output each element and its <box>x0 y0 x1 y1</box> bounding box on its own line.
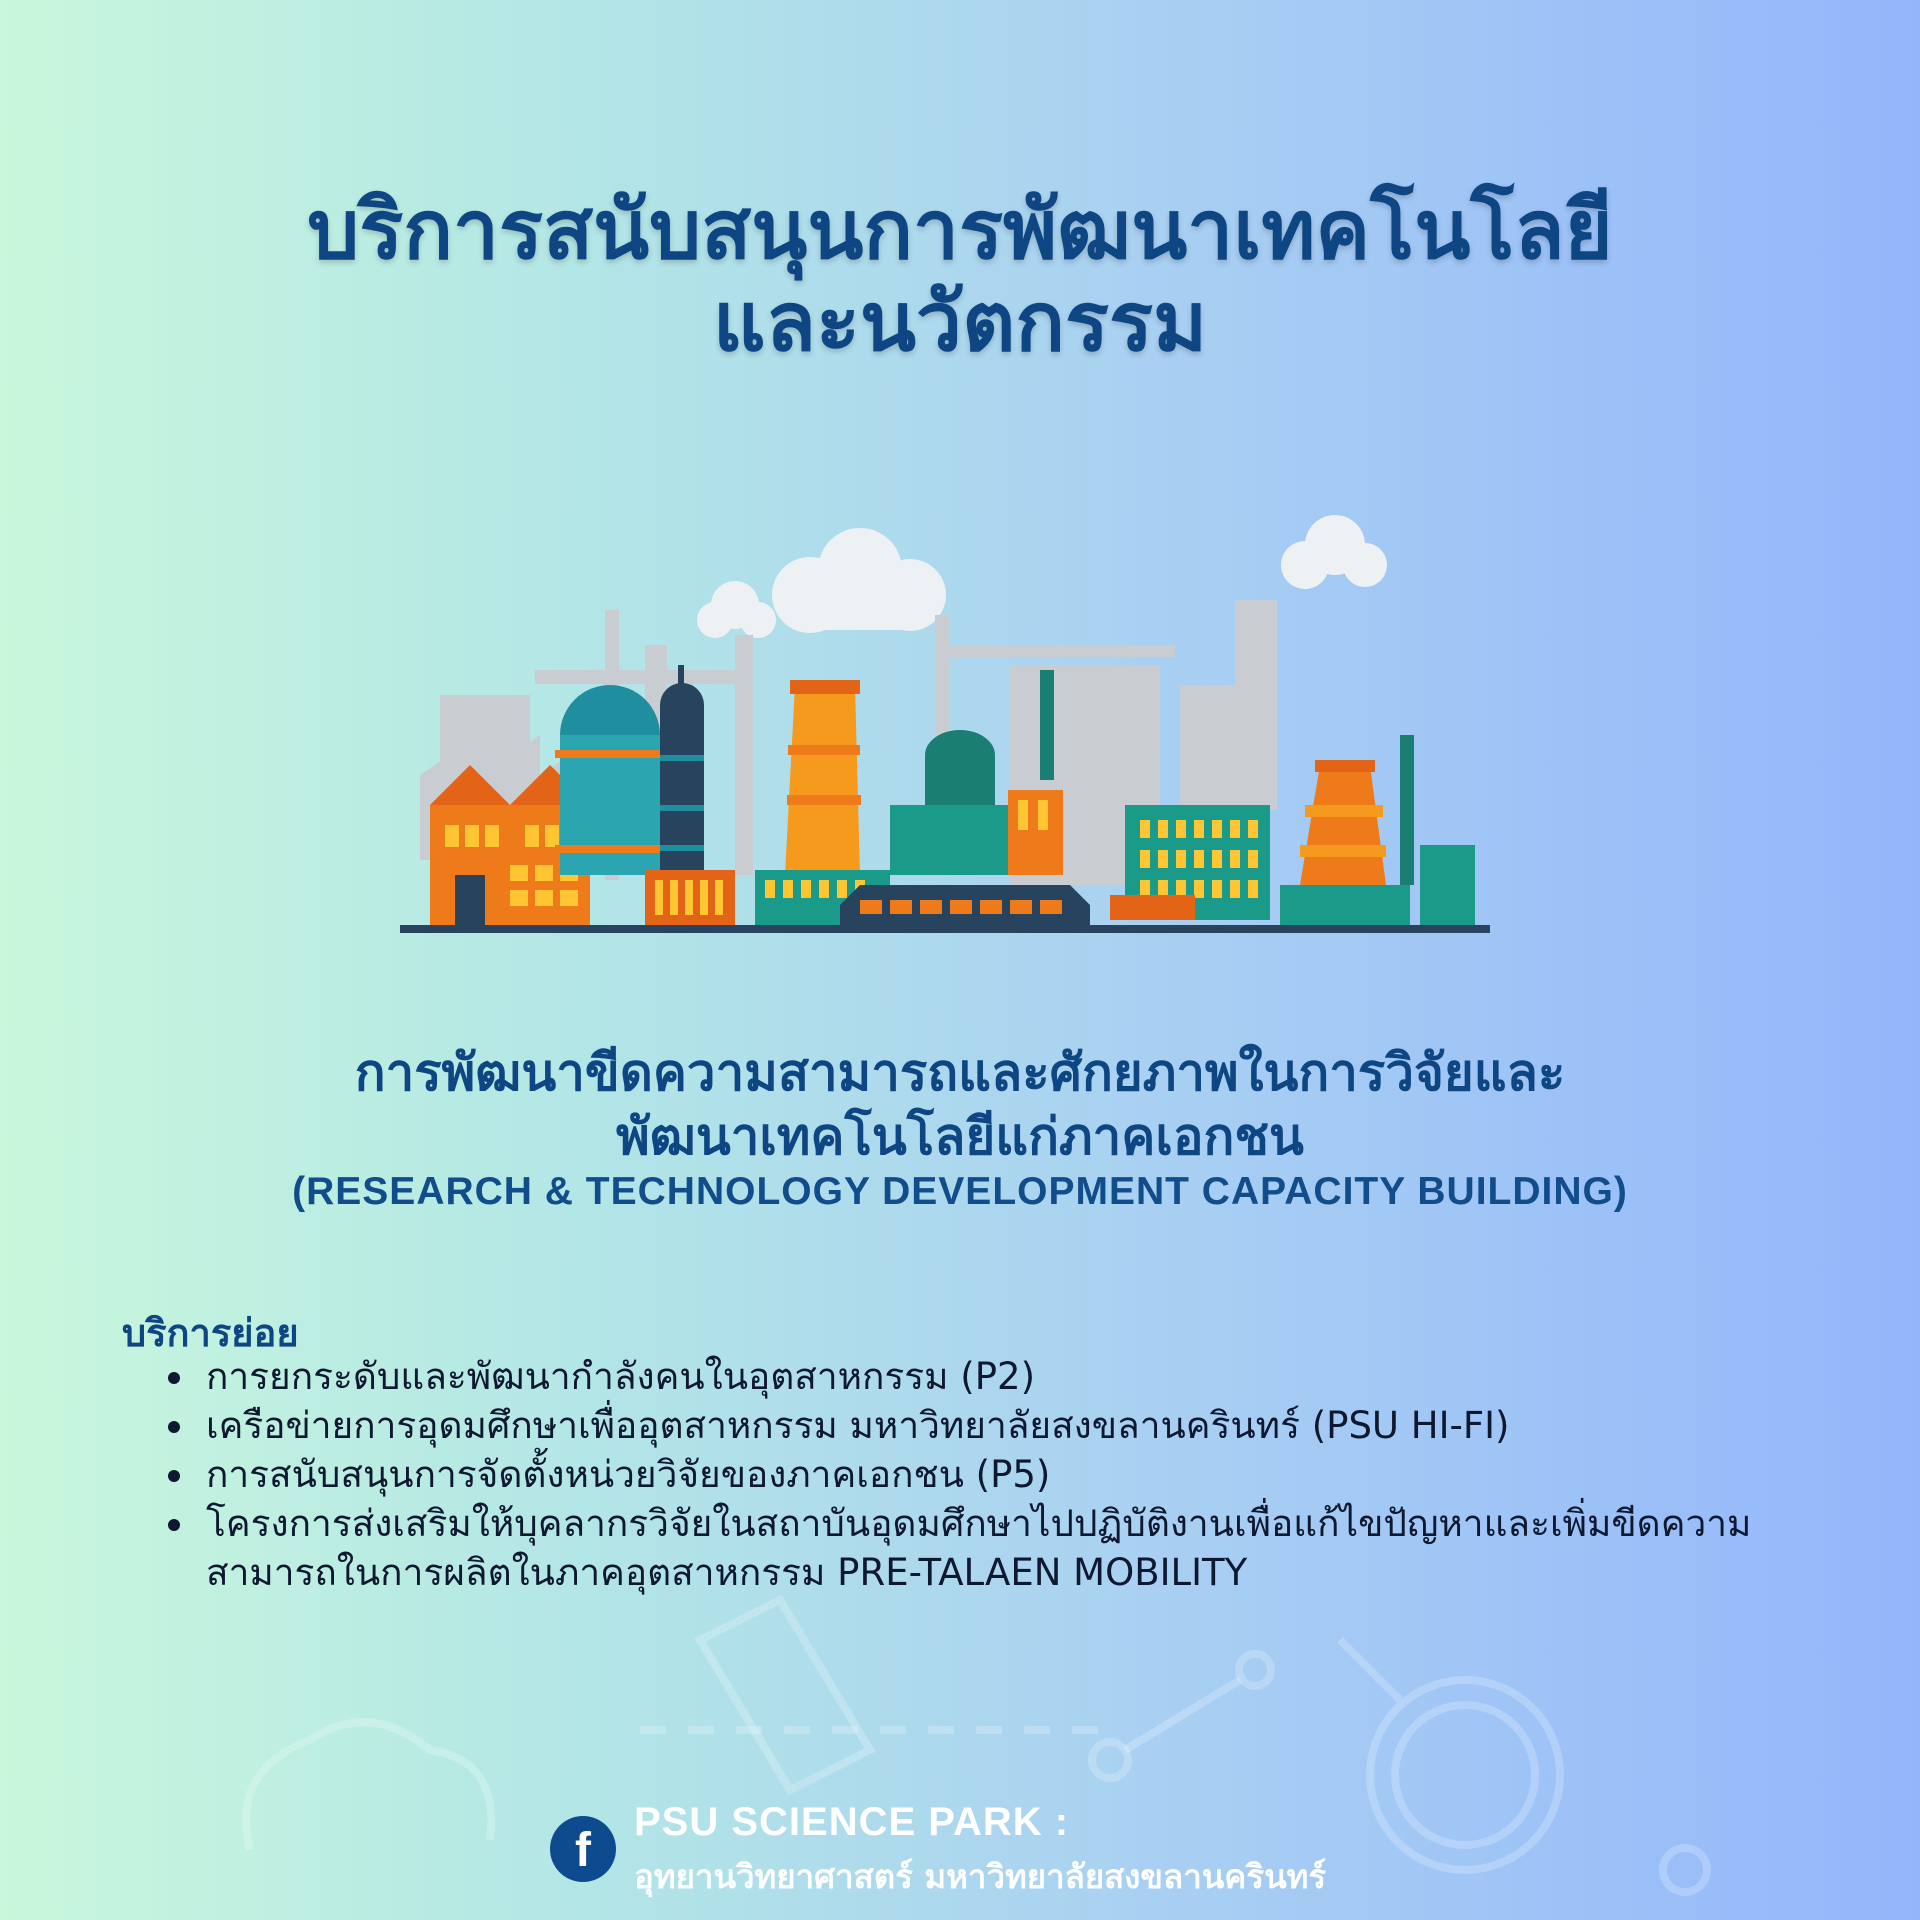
brain-icon <box>246 1722 491 1850</box>
list-item: การยกระดับและพัฒนากำลังคนในอุตสาหกรรม (P2) <box>160 1352 1800 1401</box>
title-line-1: บริการสนับสนุนการพัฒนาเทคโนโลยี <box>307 183 1613 278</box>
sub-services-heading: บริการย่อย <box>122 1311 299 1355</box>
list-item: เครือข่ายการอุดมศึกษาเพื่ออุตสาหกรรม มหาวิทยาลัยสงขลานครินทร์ (PSU HI-FI) <box>160 1401 1800 1450</box>
factory-illustration <box>390 505 1500 1010</box>
title-line-2: และนวัตกรรม <box>712 275 1208 370</box>
service-title <box>0 1042 1920 1170</box>
microscope-icon <box>700 1600 870 1790</box>
facebook-icon[interactable]: f <box>550 1816 616 1882</box>
subtitle-line-2: พัฒนาเทคโนโลยีแก่ภาคเอกชน <box>616 1108 1304 1167</box>
subtitle-line-1: การพัฒนาขีดความสามารถและศักยภาพในการวิจัยและ <box>354 1044 1566 1103</box>
list-item: โครงการส่งเสริมให้บุคลากรวิจัยในสถาบันอุดมศึกษาไปปฏิบัติงานเพื่อแก้ไขปัญหาและเพิ่มขีดความสามารถในการผลิตในภาคอุตสาหกรรม PRE-TALAEN MOBILITY <box>160 1499 1800 1597</box>
list-item: การสนับสนุนการจัดตั้งหน่วยวิจัยของภาคเอกชน (P5) <box>160 1450 1800 1499</box>
footer-brand: PSU SCIENCE PARK : <box>634 1800 1070 1844</box>
magnifier-icon <box>1370 1680 1560 1870</box>
sub-services-list <box>160 1352 1800 1597</box>
page-title <box>0 185 1920 369</box>
service-title-english: (RESEARCH & TECHNOLOGY DEVELOPMENT CAPACITY BUILDING) <box>292 1170 1628 1213</box>
footer-org-name: อุทยานวิทยาศาสตร์ มหาวิทยาลัยสงขลานครินทร์ <box>634 1857 1327 1896</box>
cloud-icon <box>697 515 1387 638</box>
